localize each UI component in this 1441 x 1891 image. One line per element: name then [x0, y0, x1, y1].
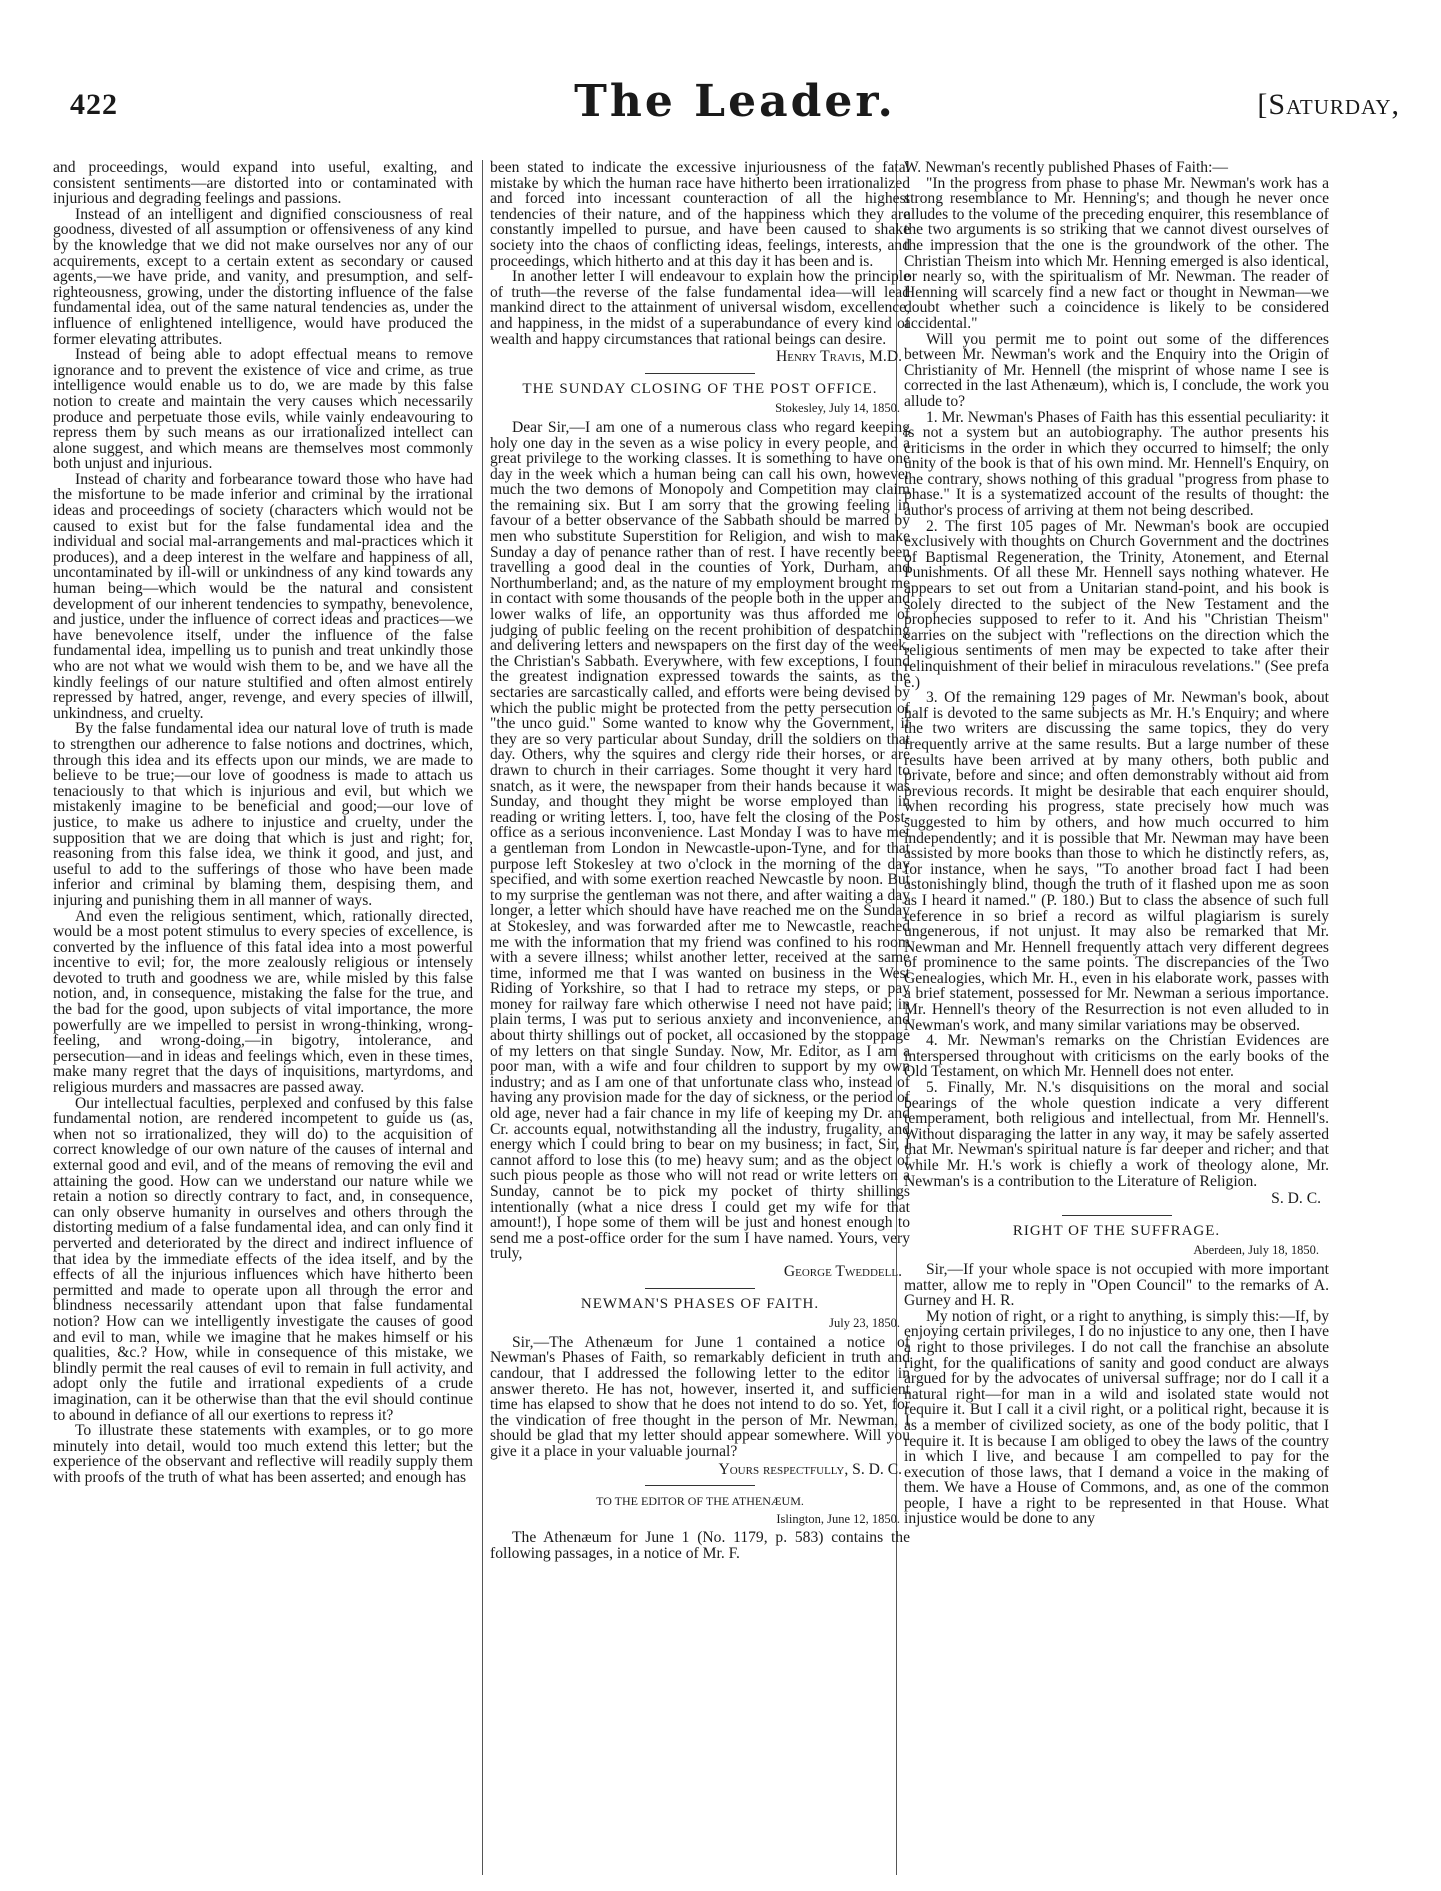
article-heading: RIGHT OF THE SUFFRAGE.: [1012, 1222, 1221, 1239]
paragraph: Instead of an intelligent and dignified consciousness of real goodness, divested of all assumption or offensiveness of any kind by the knowledge that we did not make ourselves nor any of our acquirements, except to a certain extent as secondary or caused agents,—we have pride, and vanity, and presumption, and self-righteousness, growing, under the distorting influence of the false fundamental idea, out of the same natural tendencies as, under the influence of enlightened intelligence, would have produced the former elevating attributes.: [53, 205, 473, 348]
signature: Yours respectfully, S. D. C.: [718, 1460, 902, 1478]
dateline: Islington, June 12, 1850.: [776, 1511, 900, 1526]
paragraph: 2. The first 105 pages of Mr. Newman's book are occupied exclusively with thoughts on Church Government and the doctrines of Baptismal Regeneration, the Trinity, Atonement, and Eternal Punishments. Of all these Mr. Hennell says nothing whatever. He appears to set out from a Unitarian stand-point, and his book is solely directed to the subject of the New Testament and the prophecies supposed to refer to it. And his "Christian Theism" carries on the subject with "reflections on the direction which the religious sentiments of men may be expected to take after their relinquishment of their belief in miraculous revelations." (See prefa e.): [904, 517, 1329, 691]
column-2: [490, 160, 910, 1875]
paragraph: "In the progress from phase to phase Mr. Newman's work has a strong resemblance to Mr. Henning's; and though he never once alludes to the volume of the preceding enquirer, this resemblance of the two arguments is so striking that we cannot divest ourselves of the impression that the one is the groundwork of the other. The Christian Theism into which Mr. Henning emerged is also identical, or nearly so, with the spiritualism of Mr. Newman. The reader of Henning will scarcely find a new fact or thought in Newman—we doubt whether such a coincidence is likely to be considered accidental.": [904, 174, 1329, 332]
dateline: Stokesley, July 14, 1850.: [775, 401, 900, 416]
masthead-title: The Leader.: [574, 76, 896, 127]
paragraph: Our intellectual faculties, perplexed and confused by this false fundamental notion, are rendered incompetent to guide us (as, when not so irrationalized, they will do) to the acquisition of correct knowledge of our own nature of the causes of internal and external good and evil, and of the means of removing the evil and attaining the good. How can we understand our nature while we retain a notion so directly contrary to fact, and, in consequence, can only observe humanity in ourselves and others through the distorting medium of a false fundamental idea, and can only find it perverted and deteriorated by the direct and indirect influence of that idea by the immediate effects of the idea itself, and by the effects of all the injurious influences which have hitherto been permitted and made to operate upon all through the error and blindness necessarily attendant upon that false fundamental notion? How can we intelligently investigate the causes of good and evil to man, while we imagine that he makes himself or his qualities, &c.? How, while in consequence of this mistake, we blindly permit the real causes of evil to remain in full activity, and adopt only the futile and irrational expedients of a crude imagination, can it be otherwise than that the evil should continue to abound in defiance of all our exertions to repress it?: [53, 1094, 473, 1424]
paragraph: To illustrate these statements with examples, or to go more minutely into detail, would too much extend this letter; but the experience of the observant and reflective will readily supply them with proofs of the truth of what has been asserted; and enough has: [53, 1422, 473, 1486]
section-rule: [645, 373, 755, 374]
paragraph: and proceedings, would expand into useful, exalting, and consistent sentiments—are distorted into or contaminated with injurious and degrading feelings and passions.: [53, 160, 473, 208]
masthead-day: [Saturday,: [1257, 88, 1400, 121]
paragraph: By the false fundamental idea our natural love of truth is made to strengthen our adherence to false notions and doctrines, which, through this idea and its effects upon our minds, we are made to believe to be true;—our love of goodness is made to attach us tenaciously to that which is injurious and evil, but which we mistakenly imagine to be beneficial and good;—our love of justice, to make us adhere to injustice and cruelty, under the supposition that we are doing that which is just and right; for, reasoning from this false idea, we think it good, and just, and useful to add to the sufferings of those who have been made inferior and criminal by blaming them, despising them, and injuring and punishing them in all manner of ways.: [53, 720, 473, 909]
paragraph: Sir,—The Athenæum for June 1 contained a notice of Newman's Phases of Faith, so remarkably deficient in truth and candour, that I addressed the following letter to the editor in answer thereto. He has not, however, inserted it, and sufficient time has elapsed to show that he does not intend to do so. Yet, for the vindication of free thought in the person of Mr. Newman, I should be glad that my letter should appear somewhere. Will you give it a place in your valuable journal?: [490, 1333, 910, 1460]
signature: Henry Travis, M.D.: [775, 348, 902, 366]
column-divider: [482, 160, 483, 1875]
signature: S. D. C.: [1271, 1190, 1321, 1208]
subheading: TO THE EDITOR OF THE ATHENÆUM.: [596, 1494, 804, 1509]
paragraph: Instead of being able to adopt effectual means to remove ignorance and to prevent the existence of vice and crime, as true intelligence would enable us to do, we are made by this false notion to create and maintain the very causes which necessarily produce and perpetuate those evils, while vainly endeavouring to repress them by such means as our irrationalized intellect can alone suggest, and which means are themselves most commonly both unjust and injurious.: [53, 346, 473, 473]
signature: George Tweddell.: [783, 1262, 902, 1280]
page-header: [70, 70, 1400, 140]
paragraph: been stated to indicate the excessive injuriousness of the fatal mistake by which the human race have hitherto been irrationalized and forced into incessant counteraction of all the highest tendencies of their nature, and of the happiness which they are constantly impelled to pursue, and have been caused to shake society into the chaos of conflicting ideas, feelings, interests, and proceedings, which hitherto and at this day it has been and is.: [490, 160, 910, 270]
section-rule: [645, 1288, 755, 1289]
paragraph: Sir,—If your whole space is not occupied with more important matter, allow me to reply in "Open Council" to the remarks of A. Gurney and H. R.: [904, 1260, 1329, 1310]
paragraph: Will you permit me to point out some of the differences between Mr. Newman's work and the Enquiry into the Origin of Christianity of Mr. Hennell (the misprint of whose name I see is corrected in the last Athenæum), which is, I conclude, the work you allude to?: [904, 330, 1329, 410]
dateline: July 23, 1850.: [829, 1316, 900, 1331]
paragraph: 3. Of the remaining 129 pages of Mr. Newman's book, about half is devoted to the same subjects as Mr. H.'s Enquiry; and where the two writers are discussing the same topics, they do very frequently arrive at the same results. But a large number of these results have been arrived at by many others, both public and private, before and since; and often demonstrably without aid from previous records. It might be desirable that each enquirer should, when recording his progress, state precisely how much was suggested to him by others, and how much occurred to him independently; and it is possible that Mr. Newman may have been assisted by more books than those to which he distinctly refers, as, for instance, when he says, "To another broad fact I had been astonishingly blind, though the truth of it flashed upon me as soon as I heard it named." (P. 180.) But to class the absence of such full reference in so brief a record as wilful plagiarism is surely ungenerous, if not unjust. It may also be remarked that Mr. Newman and Mr. Hennell frequently attach very different degrees of prominence to the same points. The discrepancies of the Two Genealogies, which Mr. H., even in his elaborate work, passes with a brief statement, possessed for Mr. Newman a serious importance. Mr. Hennell's theory of the Resurrection is not even alluded to in Newman's work, and many similar variations may be observed.: [904, 689, 1329, 1034]
paragraph: 1. Mr. Newman's Phases of Faith has this essential peculiarity: it is not a system but an autobiography. The author presents his criticisms in the order in which they occurred to himself; the only unity of the book is that of his own mind. Mr. Hennell's Enquiry, on the contrary, shows nothing of this gradual "progress from phase to phase." It is a systematized account of the results of thought: the author's process of arriving at them not being described.: [904, 408, 1329, 520]
column-1: [53, 160, 473, 1875]
section-rule: [1062, 1215, 1172, 1216]
paragraph: And even the religious sentiment, which, rationally directed, would be a most potent stimulus to every species of excellence, is converted by the influence of this fatal idea into a most powerful incentive to evil; for, the more zealously religious or intensely devoted to truth and goodness we are, while misled by this false notion, and, in consequence, mistaking the false for the true, and the bad for the good, upon subjects of vital importance, the more powerfully are we impelled to persist in wrong-thinking, wrong-feeling, and wrong-doing,—in bigotry, intolerance, and persecution—and in ideas and feelings which, even in these times, make many regret that the days of inquisitions, martyrdoms, and religious murders and massacres are passed away.: [53, 907, 473, 1097]
paragraph: My notion of right, or a right to anything, is simply this:—If, by enjoying certain privileges, I do no injustice to any one, then I have a right to those privileges. I do not call the franchise an absolute right, for the qualifications of sanity and good conduct are always argued for by the advocates of universal suffrage; nor do I call it a natural right—for man in a wild and isolated state would not require it. But I call it a civil right, or a political right, because it is as a member of civilized society, as one of the body politic, that I require it. It is because I am obliged to obey the laws of the country in which I live, and because I am compelled to pay for the execution of those laws, that I demand a voice in the making of them. We have a House of Commons, and, as one of the common people, I have a right to be represented in that House. What injustice would be done to any: [904, 1307, 1329, 1528]
paragraph: In another letter I will endeavour to explain how the principle of truth—the reverse of the false fundamental idea—will lead mankind direct to the attainment of universal wisdom, excellence, and happiness, in the midst of a superabundance of every kind of wealth and happy circumstances that rational beings can desire.: [490, 268, 910, 348]
paragraph: Dear Sir,—I am one of a numerous class who regard keeping holy one day in the seven as a wise policy in every people, and a great privilege to the working classes. It is something to have one day in the week which a human being can call his own, however much the two demons of Monopoly and Competition may claim the remaining six. But I am sorry that the growing feeling in favour of a better observance of the Sabbath should be marred by men who substitute Superstition for Religion, and wish to make Sunday a day of penance rather than of rest. I have recently been travelling a good deal in the counties of York, Durham, and Northumberland; and, as the nature of my employment brought me in contact with some thousands of the people both in the upper and lower walks of life, an opportunity was thus afforded me of judging of public feeling on the recent prohibition of despatching and delivering letters and newspapers on the first day of the week, the Christian's Sabbath. Everywhere, with few exceptions, I found the greatest indignation expressed towards the saints, as the sectaries are sarcastically called, and efforts were being devised by which the public might be protected from the petty persecution of "the unco guid." Some wanted to know why the Government, if they are so very particular about Sunday, drill the soldiers on that day. Others, why the squires and clergy ride their horses, or are drawn to church in their carriages. Some thought it very hard to snatch, as it were, the newspaper from their hands because it was Sunday, and thought they might be worse employed than in reading or writing letters. I, too, have felt the closing of the Post-office as a serious inconvenience. Last Monday I was to have met a gentleman from London in Newcastle-upon-Tyne, and for that purpose left Stokesley at two o'clock in the morning of the day specified, and with some exertion reached Newcastle by noon. But to my surprise the gentleman was not there, and after waiting a day longer, a letter which should have have reached me on the Sunday at Stokesley, and was forwarded after me to Newcastle, reached me with the information that my friend was confined to his room with a severe illness; whilst another letter, received at the same time, informed me that I was wanted on business in the West Riding of Yorkshire, so that I had to retrace my steps, or pay money for railway fare which otherwise I need not have paid; in plain terms, I was put to serious anxiety and inconvenience, and about thirty shillings out of pocket, all occasioned by the stoppage of my letters on that single Sunday. Now, Mr. Editor, as I am a poor man, with a wife and four children to support by my own industry; and as I am one of that unfortunate class who, instead of having any provision made for the day of sickness, or the period of old age, never had a fair chance in my life of keeping my Dr. and Cr. accounts equal, notwithstanding all the industry, frugality, and energy which I could bring to bear on my business; in fact, Sir, I cannot afford to lose this (to me) heavy sum; and as the object of such pious people as those who will not read or write letters on a Sunday, cannot be to pick my pocket of thirty shillings intentionally (what a nice dress I could get my wife for that amount!), I hope some of them will be just and honest enough to send me a post-office order for the sum I have named. Yours, very truly,: [490, 418, 910, 1263]
page-number: 422: [70, 88, 118, 121]
article-heading: NEWMAN'S PHASES OF FAITH.: [580, 1295, 820, 1312]
dateline: Aberdeen, July 18, 1850.: [1193, 1243, 1319, 1258]
paragraph: W. Newman's recently published Phases of Faith:—: [904, 160, 1229, 176]
article-heading: THE SUNDAY CLOSING OF THE POST OFFICE.: [522, 380, 878, 397]
paragraph: 5. Finally, Mr. N.'s disquisitions on the moral and social bearings of the whole question indicate a very different temperament, both religious and intellectual, from Mr. Hennell's. Without disparaging the latter in any way, it may be safely asserted that Mr. Newman's spiritual nature is far deeper and richer; and that while Mr. H.'s work is chiefly a work of theology alone, Mr. Newman's is a contribution to the Literature of Religion.: [904, 1079, 1329, 1190]
column-3: [904, 160, 1329, 1875]
section-rule: [645, 1485, 755, 1486]
paragraph: Instead of charity and forbearance toward those who have had the misfortune to be made inferior and criminal by the irrational ideas and proceedings of society (characters which would not be caused to exist but for the false fundamental idea and the individual and social mal-arrangements and mal-practices which it produces), and a deep interest in the welfare and happiness of all, uncontaminated by ill-will or unkindness of any kind towards any human being—which would be the natural and consistent development of our inherent tendencies to sympathy, benevolence, and justice, under the influence of correct ideas and practices—we have benevolence itself, under the influence of the false fundamental idea, impelling us to punish and treat unkindly those who are not what we would wish them to be, and we have all the kindly feelings of our nature stultified and often almost entirely repressed by hatred, anger, revenge, and every species of illwill, unkindness, and cruelty.: [53, 470, 473, 722]
paragraph: 4. Mr. Newman's remarks on the Christian Evidences are interspersed throughout with criticisms on the early books of the Old Testament, on which Mr. Hennell does not enter.: [904, 1032, 1329, 1081]
paragraph: The Athenæum for June 1 (No. 1179, p. 583) contains the following passages, in a notice of Mr. F.: [490, 1529, 910, 1562]
